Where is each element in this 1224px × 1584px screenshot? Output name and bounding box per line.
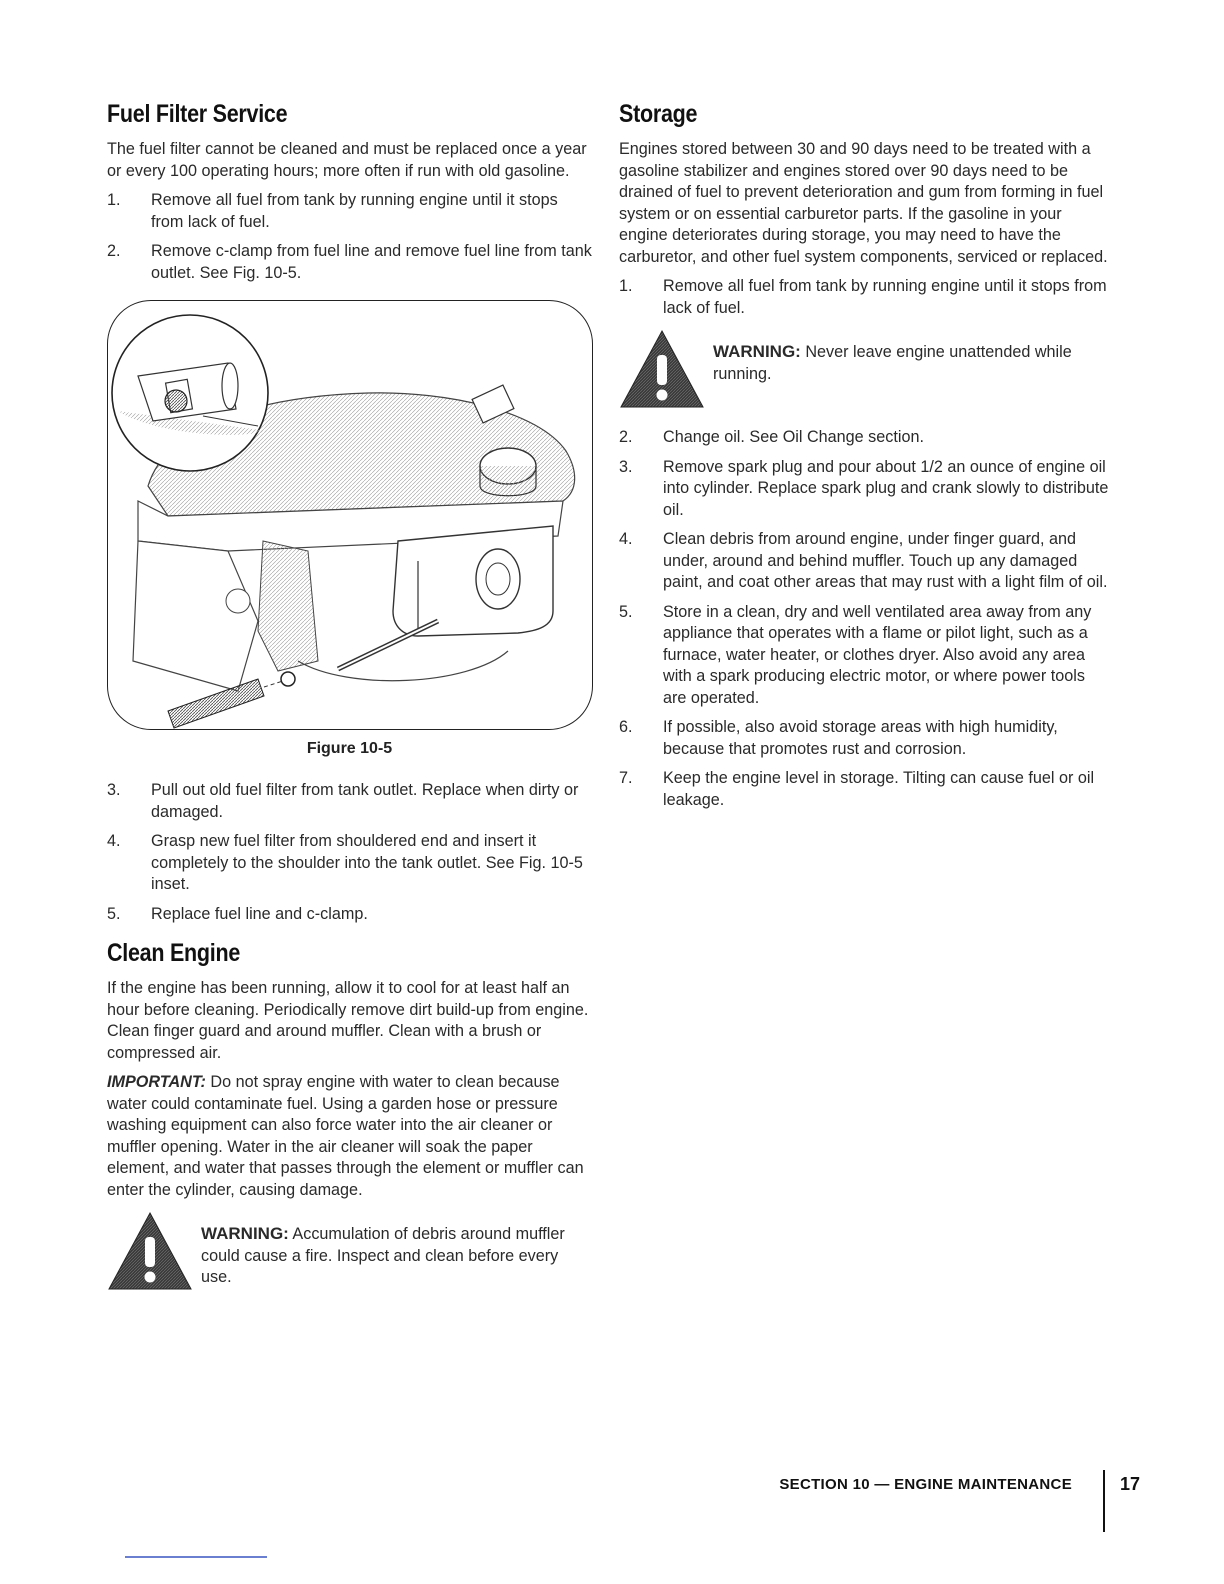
engine-illustration <box>108 301 593 730</box>
list-item: 7. Keep the engine level in storage. Tilting can cause fuel or oil leakage. <box>619 769 1095 809</box>
list-item: 6. If possible, also avoid storage areas with high humidity, because that promotes rust and corrosion. <box>619 718 1058 758</box>
warning-triangle-icon <box>619 329 705 409</box>
warning-unattended <box>619 329 1109 415</box>
list-item: 3. Pull out old fuel filter from tank outlet. Replace when dirty or damaged. <box>107 781 579 821</box>
warning-label: WARNING: <box>201 1224 289 1243</box>
storage-heading: Storage <box>619 100 698 128</box>
important-label: IMPORTANT: <box>107 1073 206 1091</box>
important-text: Do not spray engine with water to clean because water could contaminate fuel. Using a garden hose or pressure washing equipment can also force water into the air cleaner or muffler opening. Water in the air cleaner will soak the paper element, and water that passes through the element or muffler can enter the cylinder, causing damage. <box>107 1073 584 1199</box>
storage-steps-b <box>619 427 1109 811</box>
warning-triangle-icon <box>107 1211 193 1291</box>
bottom-link-line <box>125 1556 267 1558</box>
clean-engine-heading: Clean Engine <box>107 939 241 967</box>
list-item: 1. Remove all fuel from tank by running engine until it stops from lack of fuel. <box>619 277 1107 317</box>
list-item: 2. Change oil. See Oil Change section. <box>619 428 924 446</box>
section-footer: SECTION 10 — ENGINE MAINTENANCE <box>779 1476 1072 1493</box>
warning-text: Accumulation of debris around muffler could cause a fire. Inspect and clean before every use. <box>201 1225 565 1286</box>
list-item: 5. Replace fuel line and c-clamp. <box>107 904 368 923</box>
list-item: 2. Remove c-clamp from fuel line and remove fuel line from tank outlet. See Fig. 10-5. <box>107 242 592 282</box>
right-column <box>619 100 1109 819</box>
warning-debris <box>107 1211 592 1297</box>
fuel-filter-steps-a <box>107 190 592 284</box>
list-item: 4. Grasp new fuel filter from shouldered end and insert it completely to the shoulder into the tank outlet. See Fig. 10-5 inset. <box>107 832 583 893</box>
warning-label: WARNING: <box>713 342 801 361</box>
clean-engine-para: If the engine has been running, allow it to cool for at least half an hour before cleaning. Periodically remove dirt build-up from engine. Clean finger guard and around muffler. Clean with a brush or compressed air. <box>107 979 589 1062</box>
list-item: 5. Store in a clean, dry and well ventilated area away from any appliance that operates with a flame or pilot light, such as a furnace, water heater, or clothes dryer. Also avoid any area with a spark producing electric motor, or where power tools are operated. <box>619 602 1092 707</box>
figure-caption: Figure 10-5 <box>306 740 393 757</box>
fuel-filter-heading: Fuel Filter Service <box>107 100 288 128</box>
important-note <box>107 1072 592 1201</box>
warning-text: Never leave engine unattended while running. <box>713 343 1072 383</box>
list-item: 1. Remove all fuel from tank by running engine until it stops from lack of fuel. <box>107 191 558 231</box>
page-number: 17 <box>1120 1474 1141 1494</box>
fuel-filter-steps-b <box>107 780 592 925</box>
fuel-filter-intro: The fuel filter cannot be cleaned and must be replaced once a year or every 100 operating hours; more often if run with old gasoline. <box>107 140 587 180</box>
list-item: 3. Remove spark plug and pour about 1/2 an ounce of engine oil into cylinder. Replace spark plug and crank slowly to distribute oil. <box>619 457 1109 519</box>
storage-steps-a <box>619 276 1109 319</box>
storage-intro: Engines stored between 30 and 90 days need to be treated with a gasoline stabilizer and engines stored over 90 days need to be drained of fuel to prevent deterioration and gum from forming in fuel system or on essential carburetor parts. If the gasoline in your engine deteriorates during storage, you may need to have the carburetor, and other fuel system components, serviced or replaced. <box>619 140 1108 266</box>
footer-divider <box>1103 1470 1105 1532</box>
figure-10-5 <box>107 300 593 730</box>
list-item: 4. Clean debris from around engine, under finger guard, and under, around and behind muffler. Touch up any damaged paint, and coat other areas that may rust with a light film of oil. <box>619 530 1108 591</box>
left-column <box>107 100 592 1309</box>
